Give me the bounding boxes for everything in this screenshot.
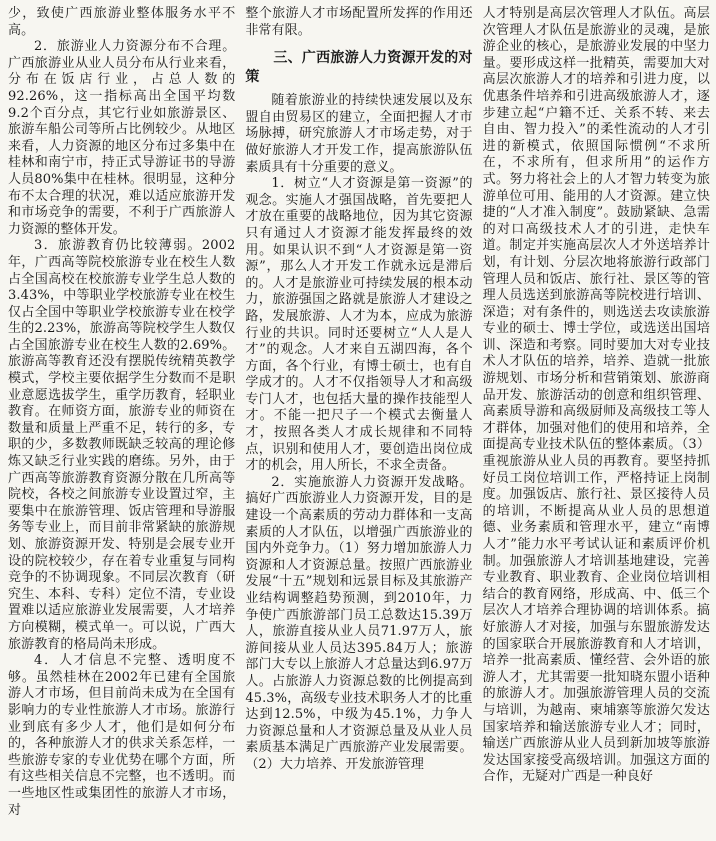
paragraph: 1．树立“人才资源是第一资源”的观念。实施人才强国战略，首先要把人才放在重要的战略地位，因为其它资源只有通过人才资源才能发挥最终的效用。如果认识不到“人才资源是第一资源”，那么人才开发工作就永远是滞后的。人才是旅游业可持续发展的根本动力，旅游强国之路就是旅游人才建设之路，发展旅游、人才为本，应成为旅游行业的共识。同时还要树立“人人是人才”的观念。人才来自五湖四海，各个方面，各个行业，有博士硕士，也有自学成才的。人才不仅指领导人才和高级专门人才，也包括大量的操作技能型人才。不能一把尺子一个模式去衡量人才，按照各类人才成长规律和不同特点，识别和使用人才，要创造出岗位成才的机会，用人所长，不求全责备。 [245, 176, 473, 474]
paragraph: 随着旅游业的持续快速发展以及东盟自由贸易区的建立，全面把握人才市场脉搏，研究旅游人才市场走势，对于做好旅游人才开发工作，提高旅游队伍素质具有十分重要的意义。 [245, 93, 473, 175]
three-column-body [8, 6, 710, 841]
paragraph: 2．实施旅游人力资源开发战略。搞好广西旅游业人力资源开发，目的是建设一个高素质的劳动力群体和一支高素质的人才队伍，以增强广西旅游业的国内外竞争力。（1）努力增加旅游人力资源和人才资源总量。按照广西旅游业发展“十五”规划和远景目标及其旅游产业结构调整趋势预测，到2010年，力争使广西旅游部门员工总数达15.39万人，旅游直接从业人员71.97万人，旅游间接从业人员达395.84万人；旅游部门大专以上旅游人才总量达到6.97万人。占旅游人力资源总数的比例提高到45.3%，高级专业技术职务人才的比重达到12.5%，中级为45.1%，力争人力资源总量和人才资源总量及从业人员素质基本满足广西旅游产业发展需要。（2）大力培养、开发旅游管理 [245, 474, 473, 772]
paragraph: 少，致使广西旅游业整体服务水平不高。 [8, 6, 236, 38]
paragraph: 3．旅游教育仍比较薄弱。2002年，广西高等院校旅游专业在校生人数占全国高校在校旅游专业学生总人数的3.43%，中等职业学校旅游专业在校生仅占全国中等职业学校旅游专业在校学生的2.23%，旅游高等院校学生人数仅占全国旅游专业在校生人数的2.69%。旅游高等教育还没有摆脱传统精英教学模式，学校主要依据学生分数而不是职业意愿选拔学生，重学历教育，轻职业教育。在师资方面，旅游专业的师资在数量和质量上严重不足，转行的多，专职的少，多数教师既缺乏较高的理论修炼又缺乏行业实践的磨练。另外，由于广西高等旅游教育资源分散在几所高等院校，各校之间旅游专业设置过窄，主要集中在旅游管理、饭店管理和导游服务等专业上，而目前非常紧缺的旅游规划、旅游资源开发、特别是会展专业开设的院校较少，存在着专业重复与同构竞争的不协调现象。不同层次教育（研究生、本科、专科）定位不清，专业设置难以适应旅游业发展需要，人才培养方向模糊，模式单一。可以说，广西大旅游教育的格局尚未形成。 [8, 238, 236, 652]
column-middle [245, 6, 472, 841]
column-left [8, 6, 235, 841]
paragraph: 4．人才信息不完整、透明度不够。虽然桂林在2002年已建有全国旅游人才市场，但目前尚未成为在全国有影响力的专业性旅游人才市场。旅游行业到底有多少人才，他们是如何分布的，各种旅游人才的供求关系怎样，一些旅游专家的专业优势在哪个方面，所有这些相关信息不完整，也不透明。而一些地区性或集团性的旅游人才市场，对 [8, 653, 236, 818]
column-right [483, 6, 710, 841]
paragraph: 人才特别是高层次管理人才队伍。高层次管理人才队伍是旅游业的灵魂，是旅游企业的核心，是旅游业发展的中坚力量。要形成这样一批精英，需要加大对高层次旅游人才的培养和引进力度，以优惠条件培养和引进高级旅游人才，逐步建立起“户籍不迁、关系不转、来去自由、智力投入”的柔性流动的人才引进的新模式，依照国际惯例“不求所在，不求所有，但求所用”的运作方式。努力将社会上的人才智力转变为旅游单位可用、能用的人才资源。建立快捷的“人才准入制度”。鼓励紧缺、急需的对口高级技术人才的引进，走快车道。制定并实施高层次人才外送培养计划，有计划、分层次地将旅游行政部门管理人员和饭店、旅行社、景区等的管理人员选送到旅游高等院校进行培训、深造；对有条件的，则选送去攻读旅游专业的硕士、博士学位，或选送出国培训、深造和考察。同时要加大对专业技术人才队伍的培养，培养、造就一批旅游规划、市场分析和营销策划、旅游商品开发、旅游活动的创意和组织管理、高素质导游和高级厨师及高级技工等人才群体，加强对他们的使用和培养，全面提高专业技术队伍的整体素质。（3）重视旅游从业人员的再教育。要坚持抓好员工岗位培训工作，严格持证上岗制度。加强饭店、旅行社、景区接待人员的培训，不断提高从业人员的思想道德、业务素质和管理水平，建立“南博人才”能力水平考试认证和素质评价机制。加强旅游人才培训基地建设，完善专业教育、职业教育、企业岗位培训相结合的教育网络，形成高、中、低三个层次人才培养合理协调的培训体系。搞好旅游人才对接，加强与东盟旅游发达的国家联合开展旅游教育和人才培训，培养一批高素质、懂经营、会外语的旅游人才，尤其需要一批知晓东盟小语种的旅游人才。加强旅游管理人员的交流与培训，为越南、柬埔寨等旅游欠发达国家培养和输送旅游专业人才；同时，输送广西旅游从业人员到新加坡等旅游发达国家接受高级培训。加强这方面的合作，无疑对广西是一种良好 [482, 6, 710, 785]
paragraph: 整个旅游人才市场配置所发挥的作用还非常有限。 [245, 6, 473, 38]
section-heading: 三、广西旅游人力资源开发的对策 [245, 50, 473, 86]
paragraph: 2．旅游业人力资源分布不合理。广西旅游业从业人员分布从行业来看，分布在饭店行业，占总人数的92.26%，这一指标高出全国平均数9.2个百分点，其它行业如旅游景区、旅游车船公司等所占比例较少。从地区来看，人力资源的地区分布过多集中在桂林和南宁市，持正式导游证书的导游人员80%集中在桂林。很明显，这种分布不太合理的状况，难以适应旅游开发和市场竞争的需要，不利于广西旅游人力资源的整体开发。 [8, 39, 236, 237]
